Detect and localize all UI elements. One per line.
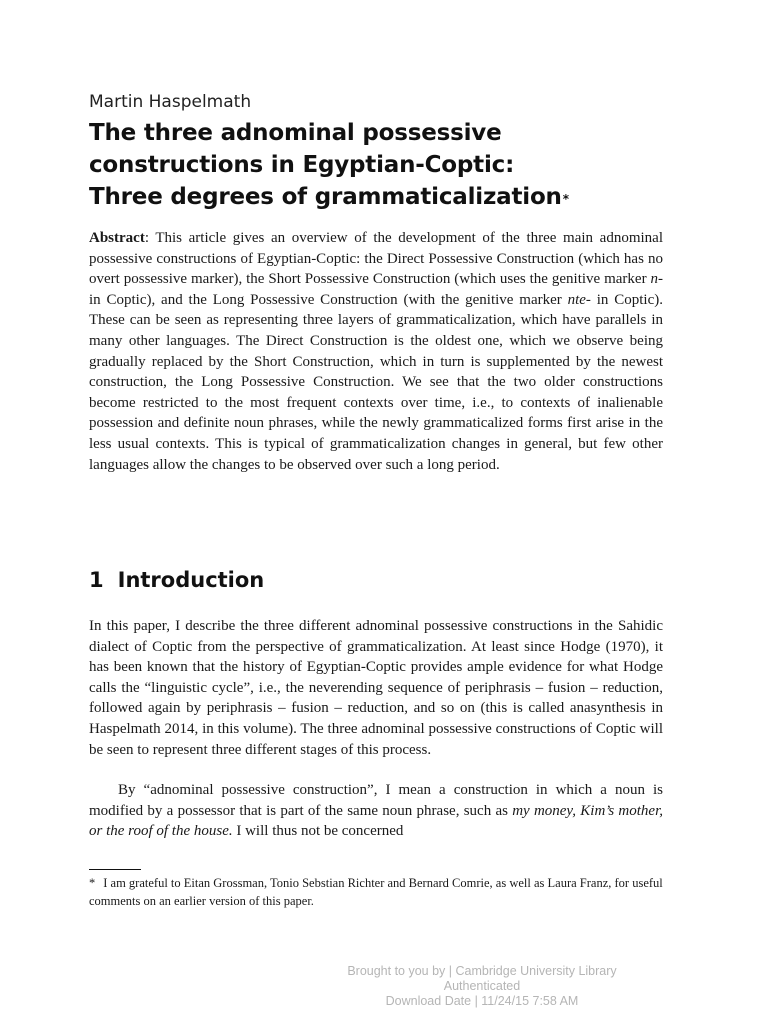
- intro-p2-end: I will thus not be concerned: [232, 823, 404, 840]
- abstract-text-2: in Coptic), and the Long Possessive Construction (with the genitive marker: [89, 291, 568, 308]
- footnote: [89, 874, 663, 910]
- title-line-3-text: Three degrees of grammaticalization: [89, 184, 562, 210]
- abstract-marker-n: n-: [650, 271, 663, 288]
- watermark-line-2: Authenticated: [443, 979, 521, 993]
- abstract: [89, 228, 663, 475]
- abstract-text-3: in Coptic). These can be seen as representing three layers of grammaticalization, which have parallels in many other languages. The Direct Construction is the oldest one, which we observe being gradually replaced by the Short Construction, which in turn is supplemented by the newest construction, the Long Possessive Construction. We see that the two older constructions become restricted to the most frequent contexts over time, i.e., to contexts of inalienable possession and definite noun phrases, while the newly grammaticalized forms first arise in the less usual contexts. This is typical of grammaticalization changes in general, but few other languages allow the changes to be observed over such a long period.: [89, 291, 663, 473]
- title-line-1: The three adnominal possessive: [89, 120, 502, 146]
- watermark-line-1: Brought to you by | Cambridge University Library: [347, 964, 617, 978]
- intro-p2-start: By “adnominal possessive construction”, I mean a construction in which a noun is modified by a possessor that is part of the same noun phrase, such as: [89, 782, 663, 819]
- intro-paragraph-2: [89, 780, 663, 842]
- intro-paragraph-1: In this paper, I describe the three different adnominal possessive constructions in the Sahidic dialect of Coptic from the perspective of grammaticalization. At least since Hodge (1970), it has been known that the history of Egyptian-Coptic provides ample evidence for what Hodge calls the “linguistic cycle”, i.e., the neverending sequence of periphrasis – fusion – reduction, followed again by periphrasis – fusion – reduction, and so on (this is called anasynthesis in Haspelmath 2014, in this volume). The three adnominal possessive constructions of Coptic will be seen to represent three different stages of this process.: [89, 618, 663, 758]
- abstract-label: Abstract: [89, 230, 145, 246]
- section-title: Introduction: [117, 568, 265, 592]
- abstract-text-1: : This article gives an overview of the development of the three main adnominal possessive constructions of Egyptian-Coptic: the Direct Possessive Construction (which has no overt possessive marker), the Short Possessive Construction (which uses the genitive marker: [89, 230, 663, 288]
- article-title: [89, 117, 569, 213]
- section-number: 1: [89, 568, 104, 592]
- download-watermark: [292, 964, 672, 1009]
- title-line-3: [89, 181, 569, 213]
- author-name: Martin Haspelmath: [89, 92, 252, 112]
- section-heading: [89, 568, 264, 592]
- watermark-line-3: Download Date | 11/24/15 7:58 AM: [385, 994, 579, 1008]
- footnote-rule: [89, 869, 141, 870]
- abstract-marker-nte: nte-: [567, 291, 591, 308]
- intro-p2-examples: my money, Kim’s mother, or the roof of the house.: [89, 802, 664, 840]
- title-line-2: constructions in Egyptian-Coptic:: [89, 152, 515, 178]
- footnote-mark: *: [89, 876, 96, 890]
- title-footnote-mark: *: [562, 192, 569, 206]
- footnote-text: I am grateful to Eitan Grossman, Tonio Sebstian Richter and Bernard Comrie, as well as Laura Franz, for useful comments on an earlier version of this paper.: [89, 876, 663, 908]
